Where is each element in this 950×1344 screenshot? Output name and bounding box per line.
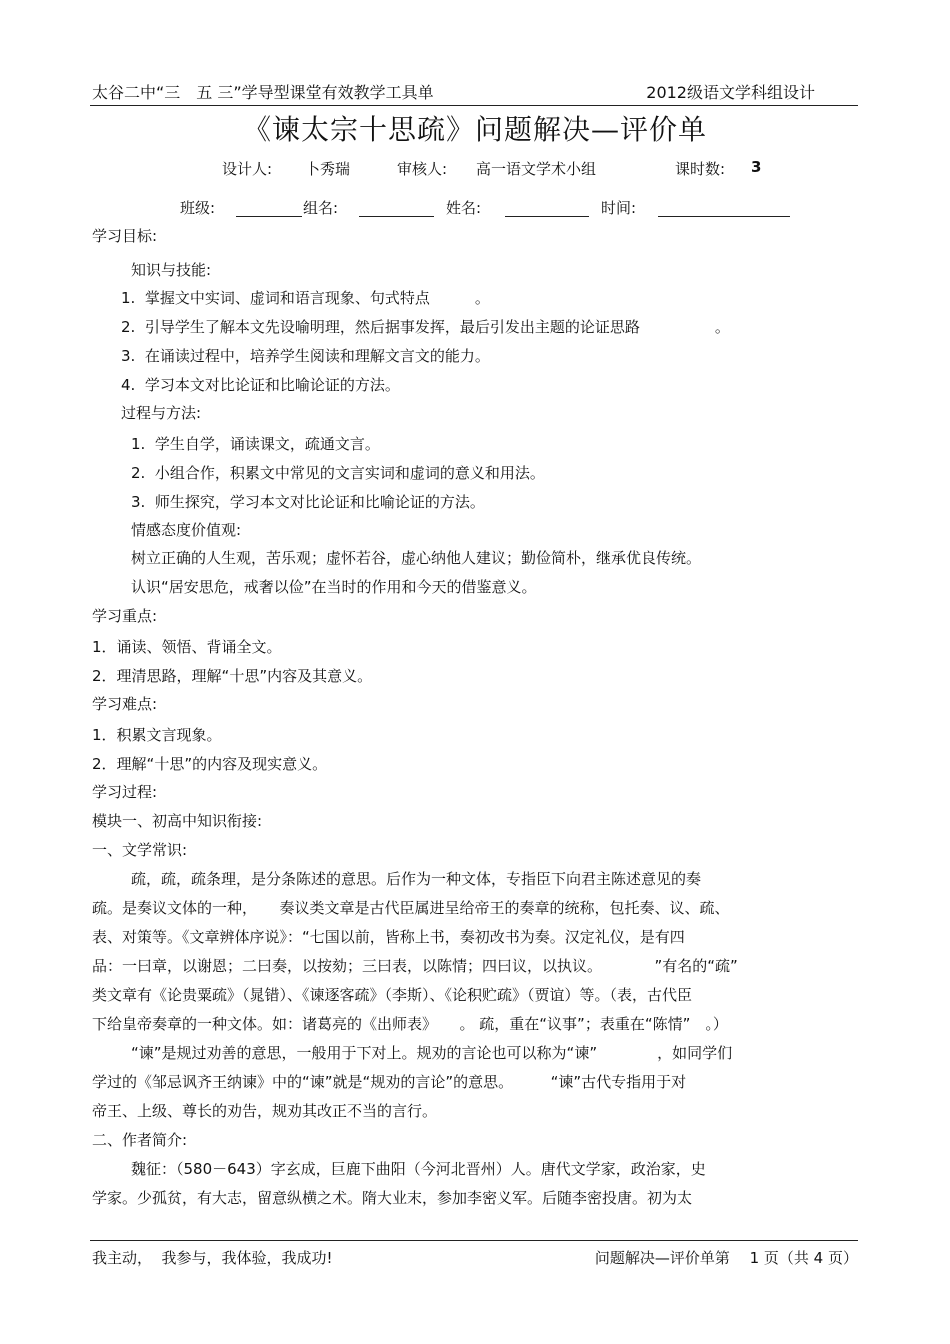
name-label: 姓名: — [446, 199, 482, 217]
paragraph-line: 认识“居安思危，戒奢以俭”在当时的作用和今天的借鉴意义。 — [131, 578, 537, 596]
class-blank[interactable] — [236, 216, 302, 217]
reviewer-label: 审核人: — [397, 160, 448, 178]
paragraph-line: 疏，疏，疏条理，是分条陈述的意思。后作为一种文体，专指臣下向君主陈述意见的奏 — [131, 870, 702, 888]
paragraph-line: 疏。是奏议文体的一种， 奏议类文章是古代臣属进呈给帝王的奏章的统称，包托奏、议、疏、 — [92, 899, 730, 917]
paragraph-line: 树立正确的人生观，苦乐观；虚怀若谷，虚心纳他人建议；勤俭简朴，继承优良传统。 — [131, 549, 702, 567]
paragraph-line: 类文章有《论贵粟疏》（晁错）、《谏逐客疏》（李斯）、《论积贮疏》（贾谊）等。（表，古代臣 — [92, 986, 693, 1004]
time-blank[interactable] — [658, 216, 790, 217]
paragraph-line: 下给皇帝奏章的一种文体。如：诸葛亮的《出师表》 。 疏，重在“议事”；表重在“陈情” 。） — [92, 1015, 728, 1033]
page-title: 《谏太宗十思疏》问题解决—评价单 — [242, 113, 707, 146]
class-label: 班级: — [180, 199, 216, 217]
reviewer-name: 高一语文学术小组 — [476, 160, 597, 178]
designer-name: 卜秀瑞 — [305, 160, 351, 178]
footer-slogan: 我主动， 我参与，我体验，我成功! — [92, 1249, 333, 1267]
header-group: 2012级语文学科组设计 — [646, 83, 815, 102]
header-rule — [90, 105, 858, 106]
list-item: 1. 学生自学，诵读课文，疏通文言。 — [131, 435, 380, 453]
paragraph-line: 品：一曰章，以谢恩；二曰奏，以按劾；三曰表，以陈情；四曰议，以执议。 ”有名的“疏” — [92, 957, 738, 975]
paragraph-line: “谏”是规过劝善的意思，一般用于下对上。规劝的言论也可以称为“谏” ，如同学们 — [131, 1044, 733, 1062]
hours-label: 课时数: — [675, 160, 726, 178]
footer-rule — [90, 1240, 858, 1241]
list-item: 4. 学习本文对比论证和比喻论证的方法。 — [121, 376, 400, 394]
section-heading: 二、作者简介: — [92, 1131, 188, 1149]
section-heading: 学习重点: — [92, 607, 158, 625]
list-item: 2. 小组合作，积累文中常见的文言实词和虚词的意义和用法。 — [131, 464, 545, 482]
module-heading: 模块一、初高中知识衔接: — [92, 812, 263, 830]
hours-value: 3 — [751, 158, 762, 176]
group-blank[interactable] — [359, 216, 434, 217]
section-heading: 学习过程: — [92, 783, 158, 801]
paragraph-line: 学过的《邹忌讽齐王纳谏》中的“谏”就是“规劝的言论”的意思。 “谏”古代专指用于对 — [92, 1073, 687, 1091]
paragraph-line: 学家。少孤贫，有大志，留意纵横之术。隋大业末，参加李密义军。后随李密投唐。初为太 — [92, 1189, 693, 1207]
section-heading: 学习目标: — [92, 227, 158, 245]
list-item: 1．积累文言现象。 — [92, 726, 222, 744]
paragraph-line: 魏征：（580－643）字玄成，巨鹿下曲阳（今河北晋州）人。唐代文学家，政治家，史 — [131, 1160, 706, 1178]
section-heading: 一、文学常识: — [92, 841, 188, 859]
designer-label: 设计人: — [222, 160, 273, 178]
list-item: 1．诵读、领悟、背诵全文。 — [92, 638, 282, 656]
footer-page-number: 问题解决—评价单第 1 页（共 4 页） — [594, 1249, 858, 1267]
header-school: 太谷二中“三 五 三”学导型课堂有效教学工具单 — [92, 83, 434, 102]
subsection-heading: 过程与方法: — [121, 404, 202, 422]
paragraph-line: 帝王、上级、尊长的劝告，规劝其改正不当的言行。 — [92, 1102, 438, 1120]
list-item: 3. 师生探究，学习本文对比论证和比喻论证的方法。 — [131, 493, 485, 511]
list-item: 2. 引导学生了解本文先设喻明理，然后据事发挥，最后引发出主题的论证思路 。 — [121, 318, 730, 336]
group-label: 组名: — [303, 199, 339, 217]
section-heading: 学习难点: — [92, 695, 158, 713]
subsection-heading: 知识与技能: — [131, 261, 212, 279]
list-item: 1. 掌握文中实词、虚词和语言现象、句式特点 。 — [121, 289, 490, 307]
list-item: 2．理解“十思”的内容及现实意义。 — [92, 755, 328, 773]
paragraph-line: 表、对策等。《文章辨体序说》：“七国以前，皆称上书，奏初改书为奏。汉定礼仪，是有四 — [92, 928, 685, 946]
list-item: 2．理清思路，理解“十思”内容及其意义。 — [92, 667, 373, 685]
subsection-heading: 情感态度价值观: — [131, 521, 242, 539]
time-label: 时间: — [601, 199, 637, 217]
list-item: 3. 在诵读过程中，培养学生阅读和理解文言文的能力。 — [121, 347, 490, 365]
name-blank[interactable] — [505, 216, 589, 217]
